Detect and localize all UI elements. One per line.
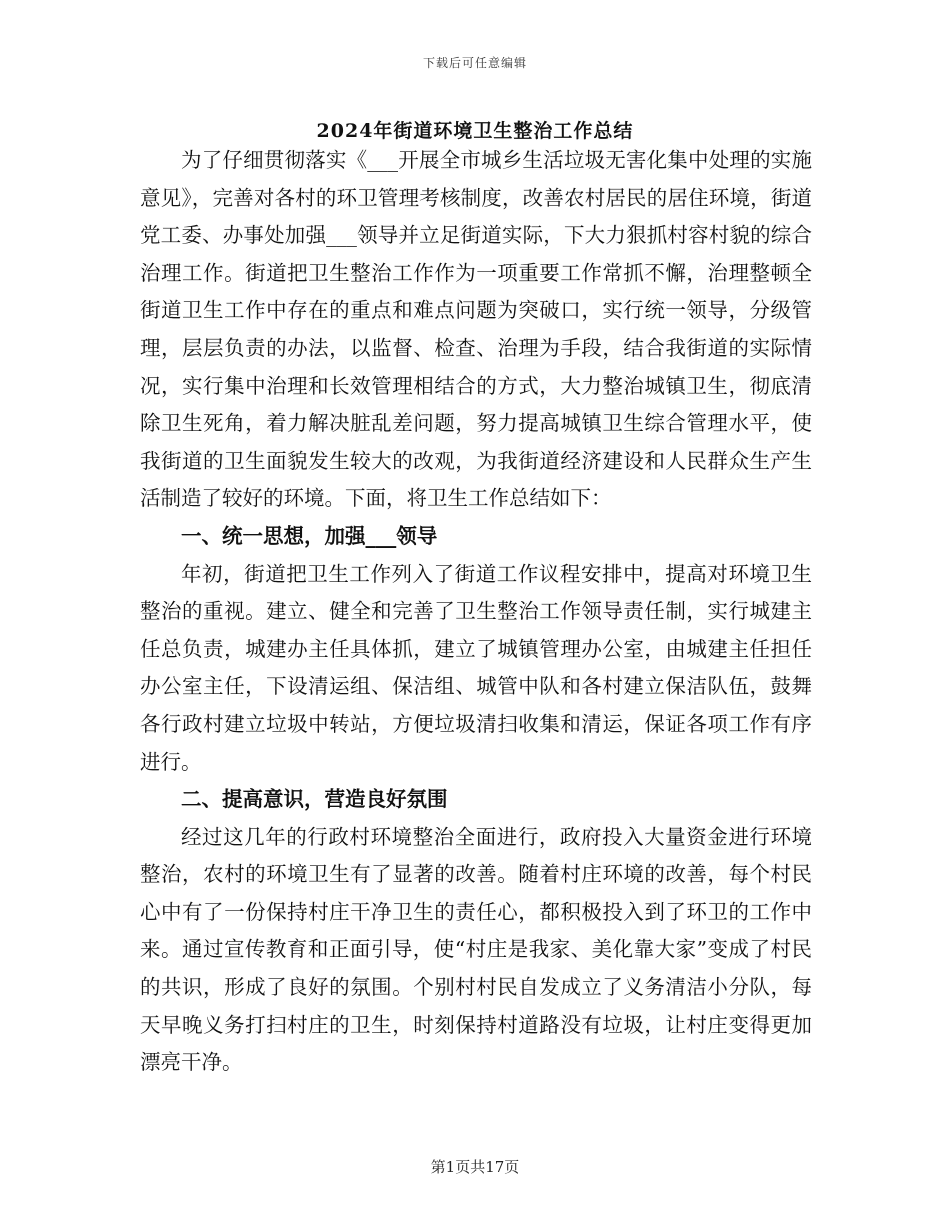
- header-note: 下载后可任意编辑: [422, 56, 527, 70]
- section-heading-2: 二、提高意识，营造良好氛围: [181, 787, 448, 812]
- document-body: [140, 142, 812, 1082]
- paragraph-section-1: 年初，街道把卫生工作列入了街道工作议程安排中，提高对环境卫生整治的重视。建立、健全和完善了卫生整治工作领导责任制，实行城建主任总负责，城建办主任具体抓，建立了城镇管理办公室，由城建主任担任办公室主任，下设清运组、保洁组、城管中队和各村建立保洁队伍，鼓舞各行政村建立垃圾中转站，方便垃圾清扫收集和清运，保证各项工作有序进行。: [140, 561, 812, 774]
- paragraph-intro: 为了仔细贯彻落实《___开展全市城乡生活垃圾无害化集中处理的实施意见》，完善对各村的环卫管理考核制度，改善农村居民的居住环境，街道党工委、办事处加强___领导并立足街道实际，下大力狠抓村容村貌的综合治理工作。街道把卫生整治工作作为一项重要工作常抓不懈，治理整顿全街道卫生工作中存在的重点和难点问题为突破口，实行统一领导，分级管理，层层负责的办法，以监督、检查、治理为手段，结合我街道的实际情况，实行集中治理和长效管理相结合的方式，大力整治城镇卫生，彻底清除卫生死角，着力解决脏乱差问题，努力提高城镇卫生综合管理水平，使我街道的卫生面貌发生较大的改观，为我街道经济建设和人民群众生产生活制造了较好的环境。下面，将卫生工作总结如下：: [140, 148, 812, 511]
- page-number-footer: 第1页共17页: [430, 1158, 520, 1176]
- paragraph-section-2: 经过这几年的行政村环境整治全面进行，政府投入大量资金进行环境整治，农村的环境卫生有了显著的改善。随着村庄环境的改善，每个村民心中有了一份保持村庄干净卫生的责任心，都积极投入到了环卫的工作中来。通过宣传教育和正面引导，使“村庄是我家、美化靠大家”变成了村民的共识，形成了良好的氛围。个别村村民自发成立了义务清洁小分队，每天早晚义务打扫村庄的卫生，时刻保持村道路没有垃圾，让村庄变得更加漂亮干净。: [140, 824, 812, 1075]
- section-heading-1: 一、统一思想，加强___领导: [181, 523, 438, 548]
- document-title: 2024年街道环境卫生整治工作总结: [316, 120, 634, 142]
